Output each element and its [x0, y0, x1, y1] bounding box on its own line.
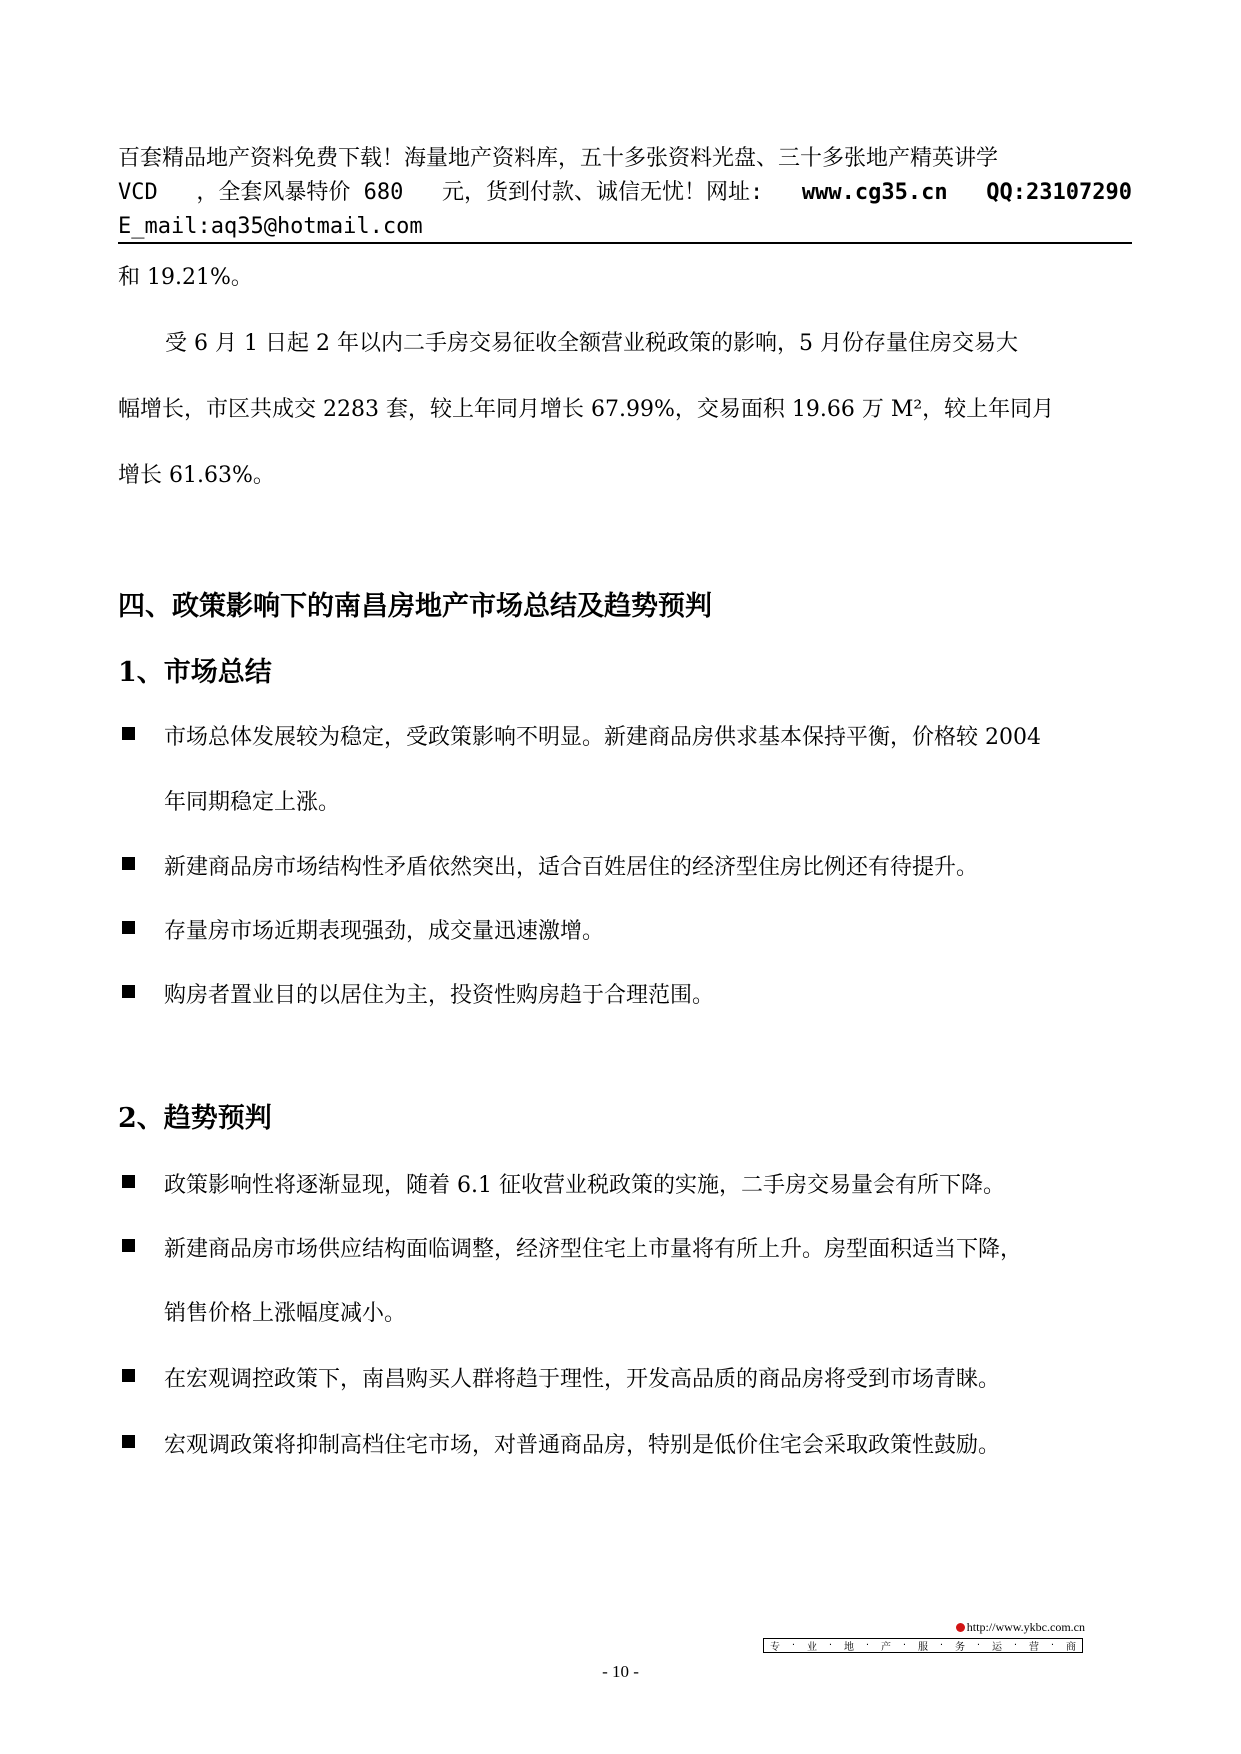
- footer-url-text: http://www.ykbc.com.cn: [966, 1620, 1085, 1634]
- slogan-char: 产: [880, 1642, 891, 1653]
- slogan-char: 运: [991, 1642, 1002, 1653]
- footer-slogan-box: 专 · 业 · 地 · 产 · 服 · 务 · 运 · 营 · 商: [763, 1638, 1083, 1653]
- subsection-title-summary: 1、市场总结: [118, 657, 272, 688]
- paragraph-line-1: 受 6 月 1 日起 2 年以内二手房交易征收全额营业税政策的影响，5 月份存量住房交易大: [165, 331, 1018, 356]
- header-line-1: 百套精品地产资料免费下载！海量地产资料库，五十多张资料光盘、三十多张地产精英讲学: [118, 146, 999, 171]
- bullet-square-icon: [122, 727, 135, 740]
- bullet-square-icon: [122, 1175, 135, 1188]
- list-item-text: 购房者置业目的以居住为主，投资性购房趋于合理范围。: [164, 983, 715, 1008]
- header-website-link[interactable]: www.cg35.cn: [801, 180, 948, 205]
- red-dot-icon: [956, 1623, 965, 1632]
- page-header: [118, 142, 1132, 244]
- bullet-square-icon: [122, 857, 135, 870]
- page-number: - 10 -: [602, 1662, 639, 1681]
- header-payment: 元，货到付款、诚信无忧！网址:: [442, 180, 764, 205]
- section-title: 四、政策影响下的南昌房地产市场总结及趋势预判: [118, 591, 712, 622]
- header-email[interactable]: E_mail:aq35@hotmail.com: [118, 214, 423, 239]
- list-item-text: 在宏观调控政策下，南昌购买人群将趋于理性，开发高品质的商品房将受到市场青睐。: [164, 1367, 1001, 1392]
- list-item-text: 新建商品房市场结构性矛盾依然突出，适合百姓居住的经济型住房比例还有待提升。: [164, 855, 979, 880]
- slogan-char: 商: [1065, 1642, 1076, 1653]
- bullet-square-icon: [122, 921, 135, 934]
- header-price: ，全套风暴特价 680: [196, 180, 404, 205]
- header-vcd: VCD: [118, 180, 158, 205]
- slogan-char: 业: [806, 1642, 817, 1653]
- slogan-char: 务: [954, 1642, 965, 1653]
- list-item-text: 市场总体发展较为稳定，受政策影响不明显。新建商品房供求基本保持平衡，价格较 2004: [164, 725, 1041, 750]
- list-item-text: 政策影响性将逐渐显现，随着 6.1 征收营业税政策的实施，二手房交易量会有所下降。: [164, 1173, 1005, 1198]
- bullet-square-icon: [122, 1369, 135, 1382]
- bullet-square-icon: [122, 985, 135, 998]
- list-item-text: 存量房市场近期表现强劲，成交量迅速激增。: [164, 919, 605, 944]
- slogan-char: 服: [917, 1642, 928, 1653]
- list-item-text: 宏观调政策将抑制高档住宅市场，对普通商品房，特别是低价住宅会采取政策性鼓励。: [164, 1433, 1001, 1458]
- header-qq: QQ:23107290: [986, 180, 1132, 205]
- paragraph-line-2: 幅增长，市区共成交 2283 套，较上年同月增长 67.99%，交易面积 19.66 万 M²，较上年同月: [118, 397, 1055, 422]
- subsection-title-forecast: 2、趋势预判: [118, 1103, 272, 1134]
- header-divider: [118, 242, 1132, 244]
- footer-url[interactable]: [956, 1620, 1085, 1635]
- list-item-text: 年同期稳定上涨。: [164, 790, 341, 815]
- list-item-text: 销售价格上涨幅度减小。: [164, 1301, 407, 1326]
- header-line-2: [118, 176, 1132, 210]
- list-item-text: 新建商品房市场供应结构面临调整，经济型住宅上市量将有所上升。房型面积适当下降，: [164, 1237, 1023, 1262]
- bullet-square-icon: [122, 1239, 135, 1252]
- slogan-char: 专: [769, 1642, 780, 1653]
- slogan-char: 营: [1028, 1642, 1039, 1653]
- continuation-text: 和 19.21%。: [118, 265, 253, 290]
- paragraph-line-3: 增长 61.63%。: [118, 463, 275, 488]
- bullet-square-icon: [122, 1435, 135, 1448]
- slogan-char: 地: [843, 1642, 854, 1653]
